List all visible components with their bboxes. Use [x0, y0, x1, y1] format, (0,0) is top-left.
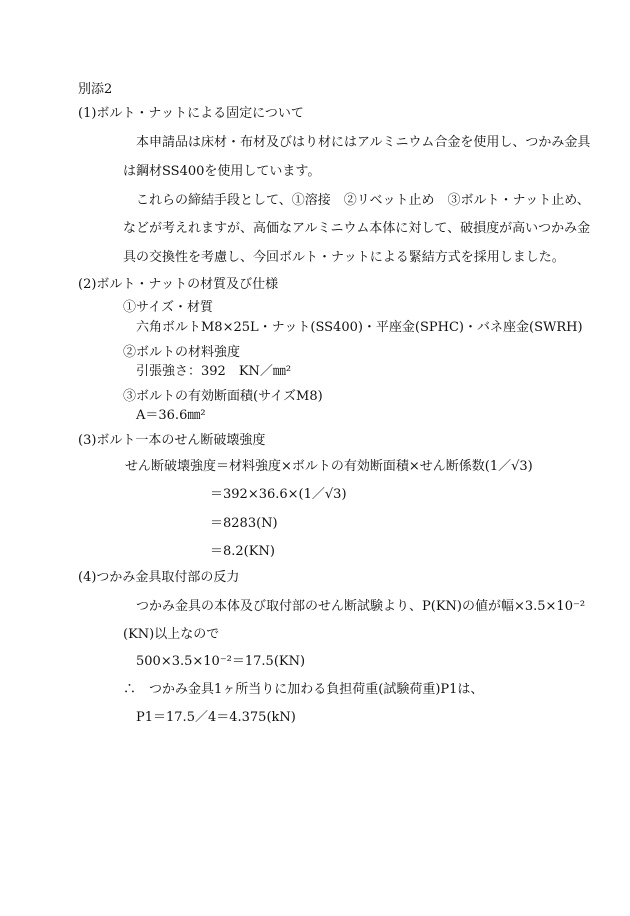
item1-title: ①サイズ・材質: [123, 300, 213, 315]
item1-value: 六角ボルトM8×25L・ナット(SS400)・平座金(SPHC)・バネ座金(SWRH): [136, 320, 583, 335]
formula-step: ＝8.2(KN): [210, 544, 275, 559]
attachment-label: 別添2: [78, 82, 113, 97]
section2-heading: (2)ボルト・ナットの材質及び仕様: [78, 277, 279, 292]
result: P1＝17.5／4＝4.375(kN): [136, 710, 296, 725]
section1-text: 本申請品は床材・布材及びはり材にはアルミニウム合金を使用し、つかみ金具: [123, 135, 591, 150]
formula: せん断破壊強度＝材料強度×ボルトの有効断面積×せん断係数(1／√3): [125, 459, 533, 474]
section4-text: つかみ金具の本体及び取付部のせん断試験より、P(KN)の値が幅×3.5×10⁻²: [123, 599, 586, 614]
section1-text: などが考えれますが、高価なアルミニウム本体に対して、破損度が高いつかみ金: [123, 221, 591, 236]
section1-text: は鋼材SS400を使用しています。: [123, 164, 321, 179]
item3-title: ③ボルトの有効断面積(サイズM8): [123, 389, 323, 404]
formula-step: ＝8283(N): [210, 516, 278, 531]
section4-heading: (4)つかみ金具取付部の反力: [78, 570, 240, 585]
therefore-text: ∴ つかみ金具1ヶ所当りに加わる負担荷重(試験荷重)P1は、: [123, 682, 484, 697]
section4-text: (KN)以上なので: [123, 627, 220, 642]
section3-heading: (3)ボルト一本のせん断破壊強度: [78, 433, 266, 448]
calculation: 500×3.5×10⁻²＝17.5(KN): [136, 654, 306, 669]
section1-text: 具の交換性を考慮し、今回ボルト・ナットによる緊結方式を採用しました。: [123, 250, 565, 265]
section1-text: これらの締結手段として、①溶接 ②リベット止め ③ボルト・ナット止め、: [123, 193, 590, 208]
formula-step: ＝392×36.6×(1／√3): [210, 487, 347, 502]
item2-title: ②ボルトの材料強度: [123, 345, 241, 360]
section1-heading: (1)ボルト・ナットによる固定について: [78, 106, 304, 121]
item2-value: 引張強さ：392 KN／㎜²: [136, 364, 292, 379]
item3-value: A＝36.6㎜²: [136, 408, 206, 423]
